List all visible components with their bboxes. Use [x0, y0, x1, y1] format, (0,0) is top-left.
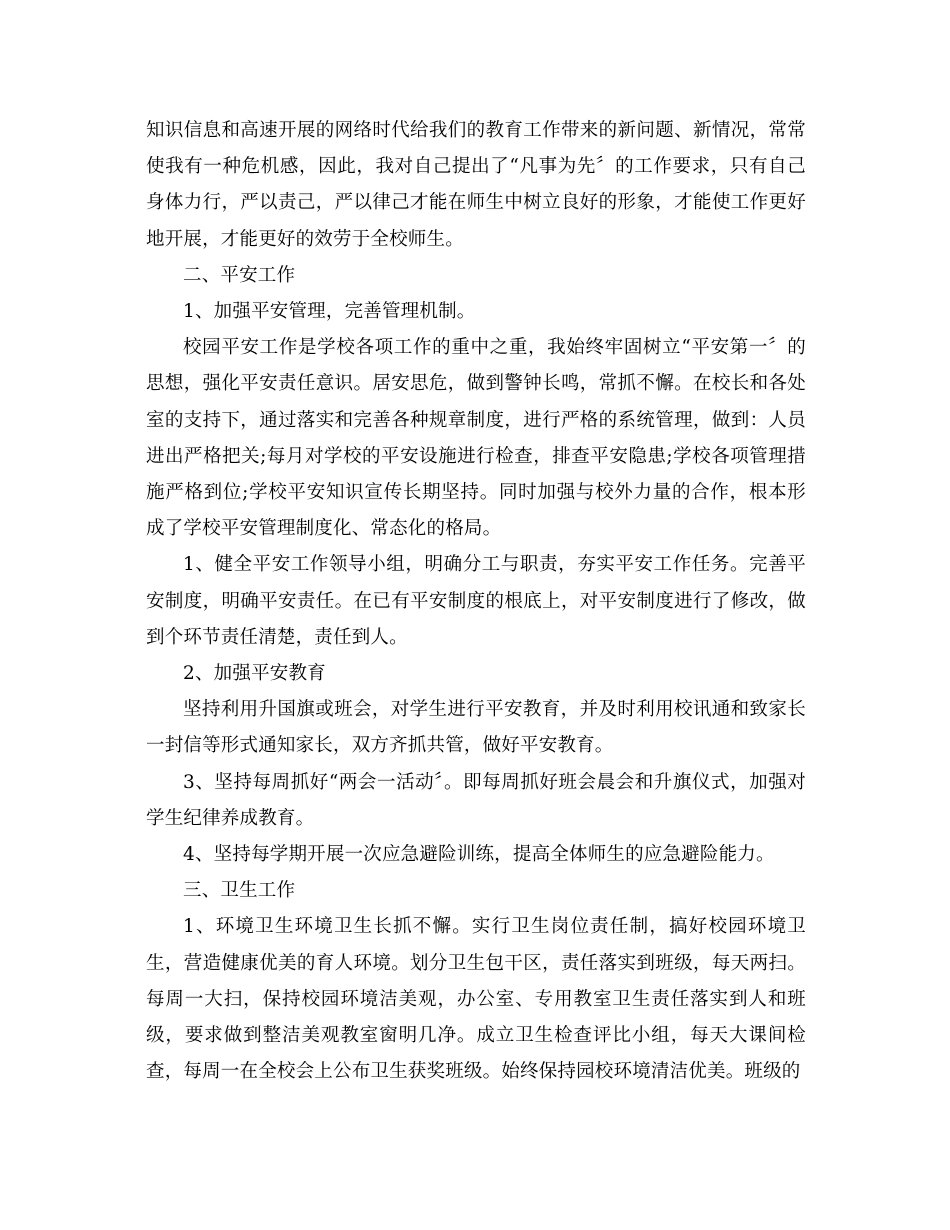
paragraph: 1、健全平安工作领导小组，明确分工与职责，夯实平安工作任务。完善平安制度，明确平安责任。在已有平安制度的根底上，对平安制度进行了修改，做到个环节责任清楚，责任到人。 — [146, 554, 806, 648]
paragraph: 知识信息和高速开展的网络时代给我们的教育工作带来的新问题、新情况，常常使我有一种危机感，因此，我对自己提出了“凡事为先〞的工作要求，只有自己身体力行，严以责己，严以律己才能在师生中树立良好的形象，才能使工作更好地开展，才能更好的效劳于全校师生。 — [146, 120, 806, 250]
section-heading-hygiene: 三、卫生工作 — [183, 880, 296, 902]
section-heading-safety: 二、平安工作 — [183, 264, 296, 286]
paragraph: 校园平安工作是学校各项工作的重中之重，我始终牢固树立“平安第一〞的思想，强化平安责任意识。居安思危，做到警钟长鸣，常抓不懈。在校长和各处室的支持下，通过落实和完善各种规章制度，进行严格的系统管理，做到：人员进出严格把关;每月对学校的平安设施进行检查，排查平安隐患;学校各项管理措施严格到位;学校平安知识宣传长期坚持。同时加强与校外力量的合作，根本形成了学校平安管理制度化、常态化的格局。 — [146, 337, 806, 540]
paragraph: 4、坚持每学期开展一次应急避险训练，提高全体师生的应急避险能力。 — [183, 844, 775, 866]
subheading: 1、加强平安管理，完善管理机制。 — [183, 301, 476, 323]
subheading: 2、加强平安教育 — [183, 663, 326, 685]
paragraph: 3、坚持每周抓好“两会一活动〞。即每周抓好班会晨会和升旗仪式，加强对学生纪律养成教育。 — [146, 771, 806, 829]
document-body — [146, 113, 806, 1090]
paragraph: 1、环境卫生环境卫生长抓不懈。实行卫生岗位责任制，搞好校园环境卫生，营造健康优美的育人环境。划分卫生包干区，责任落实到班级，每天两扫。每周一大扫，保持校园环境洁美观，办公室、专用教室卫生责任落实到人和班级，要求做到整洁美观教室窗明几净。成立卫生检查评比小组，每天大课间检查，每周一在全校会上公布卫生获奖班级。始终保持园校环境清洁优美。班级的 — [146, 916, 806, 1083]
paragraph: 坚持利用升国旗或班会，对学生进行平安教育，并及时利用校讯通和致家长一封信等形式通知家长，双方齐抓共管，做好平安教育。 — [146, 699, 806, 757]
